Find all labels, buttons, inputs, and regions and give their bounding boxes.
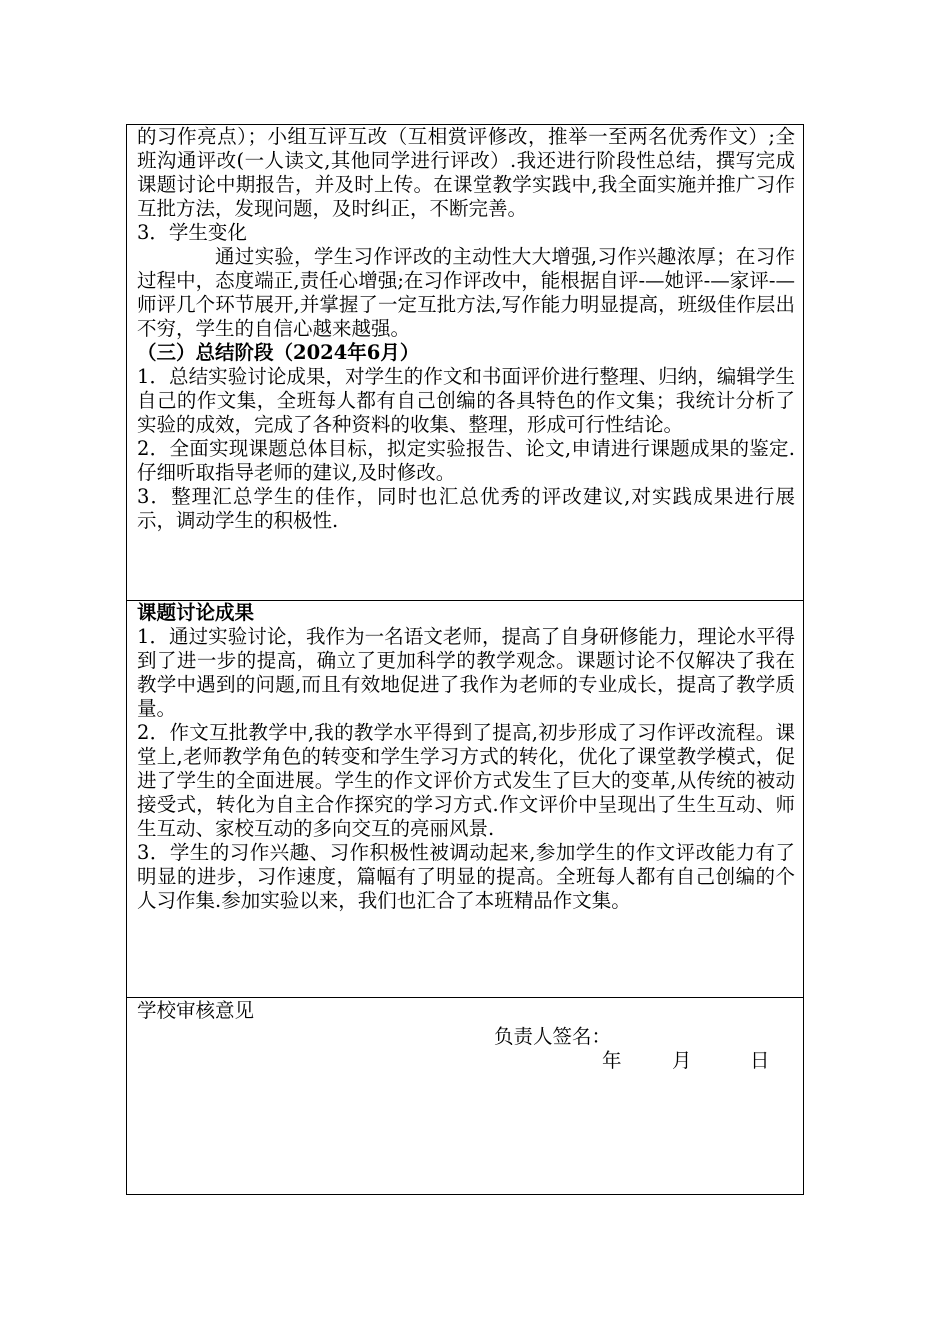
signature-label: 负责人签名： bbox=[494, 1025, 612, 1048]
progress-cell bbox=[127, 125, 803, 600]
heading-student-changes: 3．学生变化 bbox=[137, 221, 247, 244]
results-paragraph-3: 3．学生的习作兴趣、习作积极性被调动起来,参加学生的作文评改能力有了明显的进步，习作速度，篇幅有了明显的提高。全班每人都有自己创编的个人习作集.参加实验以来，我们也汇合了本班精品作文集。 bbox=[137, 841, 795, 912]
heading-summary-stage: （三）总结阶段（2024年6月） bbox=[137, 341, 420, 364]
paragraph-student-changes: 通过实验，学生习作评改的主动性大大增强,习作兴趣浓厚；在习作过程中，态度端正,责任心增强;在习作评改中，能根据自评-—她评-—家评-—师评几个环节展开,并掌握了一定互批方法,写作能力明显提高，班级佳作层出不穷，学生的自信心越来越强。 bbox=[137, 245, 795, 340]
date-line bbox=[602, 1048, 770, 1074]
school-review-title: 学校审核意见 bbox=[137, 999, 255, 1022]
school-review-cell bbox=[127, 997, 803, 1194]
paragraph-peer-review: 的习作亮点）；小组互评互改（互相赏评修改，推举一至两名优秀作文）;全班沟通评改(一人读文,其他同学进行评改）.我还进行阶段性总结，撰写完成课题讨论中期报告，并及时上传。在课堂教学实践中,我全面实施并推广习作互批方法，发现问题，及时纠正，不断完善。 bbox=[137, 125, 795, 220]
paragraph-summary-3: 3．整理汇总学生的佳作，同时也汇总优秀的评改建议,对实践成果进行展示，调动学生的积极性. bbox=[137, 485, 795, 532]
results-title: 课题讨论成果 bbox=[137, 601, 255, 624]
paragraph-summary-1: 1．总结实验讨论成果，对学生的作文和书面评价进行整理、归纳，编辑学生自己的作文集，全班每人都有自己创编的各具特色的作文集；我统计分析了实验的成效，完成了各种资料的收集、整理，形成可行性结论。 bbox=[137, 365, 795, 436]
results-cell bbox=[127, 600, 803, 997]
results-paragraph-1: 1．通过实验讨论，我作为一名语文老师，提高了自身研修能力，理论水平得到了进一步的提高，确立了更加科学的教学观念。课题讨论不仅解决了我在教学中遇到的问题,而且有效地促进了我作为老师的专业成长，提高了教学质量。 bbox=[137, 625, 795, 720]
paragraph-summary-2: 2．全面实现课题总体目标，拟定实验报告、论文,申请进行课题成果的鉴定.仔细听取指导老师的建议,及时修改。 bbox=[137, 437, 795, 484]
report-table bbox=[126, 124, 804, 1195]
date-month-label: 月 bbox=[672, 1049, 692, 1072]
date-day-label: 日 bbox=[750, 1049, 770, 1072]
results-paragraph-2: 2．作文互批教学中,我的教学水平得到了提高,初步形成了习作评改流程。课堂上,老师教学角色的转变和学生学习方式的转化，优化了课堂教学模式，促进了学生的全面进展。学生的作文评价方式发生了巨大的变革,从传统的被动接受式，转化为自主合作探究的学习方式.作文评价中呈现出了生生互动、师生互动、家校互动的多向交互的亮丽风景. bbox=[137, 721, 795, 840]
date-year-label: 年 bbox=[602, 1049, 622, 1072]
